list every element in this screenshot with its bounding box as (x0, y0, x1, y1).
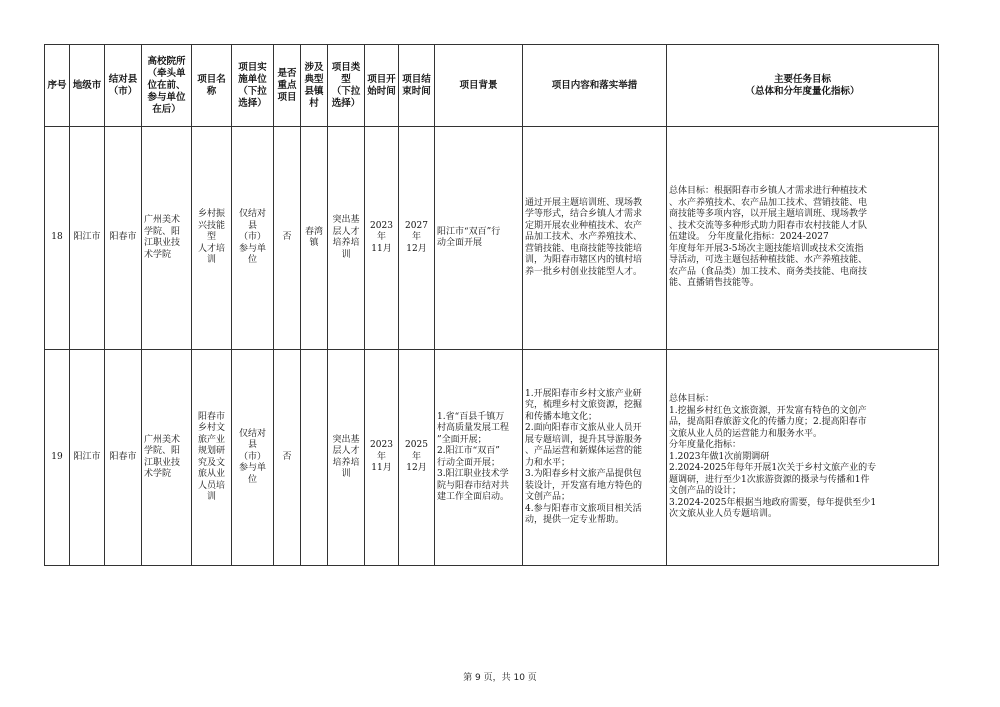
header-towns: 涉及 典型 县镇 村 (301, 45, 328, 127)
header-seq: 序号 (45, 45, 70, 127)
cell-city: 阳江市 (70, 350, 105, 566)
cell-name: 阳春市 乡村文 旅产业 规划研 究及文 旅从业 人员培 训 (192, 350, 232, 566)
cell-institutions: 广州美术 学院、阳 江职业技 术学院 (142, 127, 192, 350)
cell-background: 1.省“百县千镇万 村高质量发展工程 ”全面开展； 2.阳江市“双百” 行动全面开展； 3.阳江职业技术学 院与阳春市结对共 建工作全面启动。 (435, 350, 523, 566)
cell-institutions: 广州美术 学院、阳 江职业技 术学院 (142, 350, 192, 566)
cell-end: 2025年 12月 (399, 350, 435, 566)
header-end: 项目结 束时间 (399, 45, 435, 127)
cell-unit: 仅结对 县 （市） 参与单 位 (232, 127, 274, 350)
header-key: 是否 重点 项目 (274, 45, 301, 127)
table-row (45, 127, 939, 350)
header-county: 结对县 （市） (105, 45, 142, 127)
cell-towns: 春湾 镇 (301, 127, 328, 350)
header-row (45, 45, 939, 127)
cell-name: 乡村振 兴技能 型 人才培 训 (192, 127, 232, 350)
cell-key: 否 (274, 127, 301, 350)
cell-county: 阳春市 (105, 127, 142, 350)
cell-seq: 18 (45, 127, 70, 350)
header-background: 项目背景 (435, 45, 523, 127)
header-goals: 主要任务目标 （总体和分年度量化指标） (667, 45, 939, 127)
table-row (45, 350, 939, 566)
cell-goals: 总体目标：根据阳春市乡镇人才需求进行种植技术 、水产养殖技术、农产品加工技术、营销技能、电 商技能等多项内容，以开展主题培训班、现场教学 、技术交流等多种形式助力阳春市农村技能人才队 伍建设。 分年度量化指标：2024-2027 年度每年开展3-5场次主题技能培训或技术交流指 导活动，可选主题包括种植技能、水产养殖技能、 农产品（食品类）加工技术、商务类技能、电商技 能、直播销售技能等。 (667, 127, 939, 350)
cell-type: 突出基 层人才 培养培 训 (328, 127, 365, 350)
page-footer: 第 9 页，共 10 页 (463, 673, 537, 683)
header-name: 项目名 称 (192, 45, 232, 127)
cell-background: 阳江市“双百”行 动全面开展 (435, 127, 523, 350)
cell-county: 阳春市 (105, 350, 142, 566)
header-institutions: 高校院所 （牵头单 位在前、 参与单位 在后） (142, 45, 192, 127)
cell-seq: 19 (45, 350, 70, 566)
cell-content: 1.开展阳春市乡村文旅产业研 究，梳理乡村文旅资源，挖掘 和传播本地文化； 2.面向阳春市文旅从业人员开 展专题培训，提升其导游服务 、产品运营和新媒体运营的能 力和水平； 3.为阳春乡村文旅产品提供包 装设计，开发富有地方特色的 文创产品； 4.参与阳春市文旅项目相关活 动，提供一定专业帮助。 (523, 350, 667, 566)
header-type: 项目类 型 （下拉 选择） (328, 45, 365, 127)
cell-city: 阳江市 (70, 127, 105, 350)
cell-unit: 仅结对 县 （市） 参与单 位 (232, 350, 274, 566)
cell-towns (301, 350, 328, 566)
cell-type: 突出基 层人才 培养培 训 (328, 350, 365, 566)
header-content: 项目内容和落实举措 (523, 45, 667, 127)
cell-start: 2023年 11月 (365, 350, 399, 566)
header-city: 地级市 (70, 45, 105, 127)
cell-key: 否 (274, 350, 301, 566)
header-unit: 项目实 施单位 （下拉 选择） (232, 45, 274, 127)
cell-content: 通过开展主题培训班、现场教 学等形式，结合乡镇人才需求 定期开展农业种植技术、农产 品加工技术、水产养殖技术、 营销技能、电商技能等技能培 训，为阳春市辖区内的镇村培 养一批乡村创业技能型人才。 (523, 127, 667, 350)
cell-goals: 总体目标： 1.挖掘乡村红色文旅资源，开发富有特色的文创产 品，提高阳春旅游文化的传播力度；2.提高阳春市 文旅从业人员的运营能力和服务水平。 分年度量化指标： 1.2023年做1次前期调研 2.2024-2025年每年开展1次关于乡村文旅产业的专 题调研，进行至少1次旅游资源的摄录与传播和1件 文创产品的设计； 3.2024-2025年根据当地政府需要，每年提供至少1 次文旅从业人员专题培训。 (667, 350, 939, 566)
project-table (44, 44, 939, 566)
cell-start: 2023年 11月 (365, 127, 399, 350)
header-start: 项目开 始时间 (365, 45, 399, 127)
cell-end: 2027年 12月 (399, 127, 435, 350)
